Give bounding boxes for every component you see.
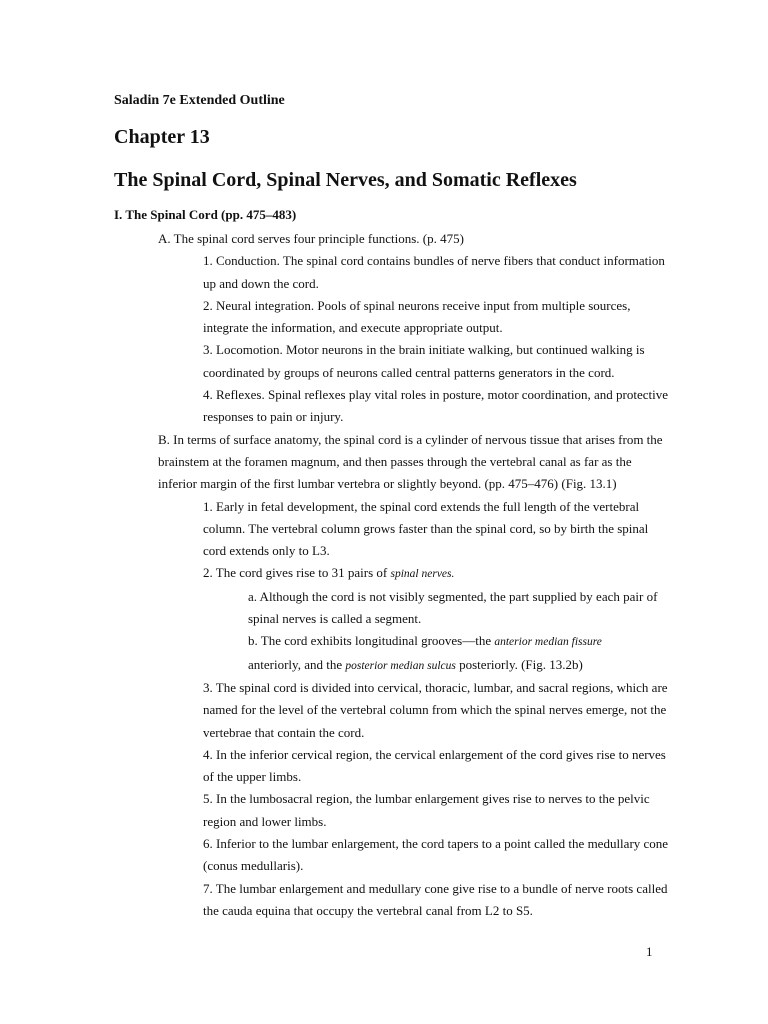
outline-line: 2. Neural integration. Pools of spinal neurons receive input from multiple sources, [203,297,631,313]
key-term: anterior median fissure [494,636,602,649]
outline-line: 3. Locomotion. Motor neurons in the brain initiate walking, but continued walking is [203,342,645,358]
outline-line: 6. Inferior to the lumbar enlargement, the cord tapers to a point called the medullary cone [203,836,669,852]
outline-line: integrate the information, and execute appropriate output. [203,320,503,336]
outline-line [0,562,768,585]
key-term: spinal nerves. [390,568,455,581]
outline-header: Saladin 7e Extended Outline [114,93,285,108]
outline-line: the cauda equina that occupy the vertebral canal from L2 to S5. [203,902,533,918]
outline-line: column. The vertebral column grows faster than the spinal cord, so by birth the spinal [203,520,649,536]
outline-line [0,630,768,653]
outline-line: B. In terms of surface anatomy, the spinal cord is a cylinder of nervous tissue that arises from the [158,431,663,447]
page-number: 1 [646,944,653,959]
outline-line: 4. Reflexes. Spinal reflexes play vital roles in posture, motor coordination, and protective [203,387,668,403]
outline-line: cord extends only to L3. [203,543,330,559]
outline-line: 4. In the inferior cervical region, the cervical enlargement of the cord gives rise to nerves [203,746,666,762]
outline-line: named for the level of the vertebral column from which the spinal nerves emerge, not the [203,702,667,718]
outline-line: 7. The lumbar enlargement and medullary cone give rise to a bundle of nerve roots called [203,880,668,896]
section-heading: I. The Spinal Cord (pp. 475–483) [114,207,297,222]
outline-body [0,228,768,922]
outline-line: region and lower limbs. [203,813,327,829]
outline-line: responses to pain or injury. [203,409,344,425]
outline-line: (conus medullaris). [203,858,304,874]
outline-line: 1. Conduction. The spinal cord contains bundles of nerve fibers that conduct information [203,253,665,269]
outline-line: of the upper limbs. [203,769,302,785]
outline-line: A. The spinal cord serves four principle functions. (p. 475) [158,231,464,246]
chapter-heading: Chapter 13 [114,126,210,148]
line-text: anteriorly, and the [248,656,346,672]
outline-line: up and down the cord. [203,275,319,291]
outline-line [0,654,768,677]
line-text: posteriorly. (Fig. 13.2b) [455,656,583,672]
outline-line: vertebrae that contain the cord. [203,724,365,740]
key-term: posterior median sulcus [345,659,456,672]
outline-line: spinal nerves is called a segment. [248,611,422,627]
line-text: 2. The cord gives rise to 31 pairs of [203,565,391,581]
line-text: b. The cord exhibits longitudinal grooves—the [248,633,495,649]
outline-line: coordinated by groups of neurons called central patterns generators in the cord. [203,364,615,380]
outline-line: inferior margin of the first lumbar vertebra or slightly beyond. (pp. 475–476) (Fig. 13.1) [158,476,617,492]
outline-line: brainstem at the foramen magnum, and then passes through the vertebral canal as far as the [158,453,632,469]
outline-line: a. Although the cord is not visibly segmented, the part supplied by each pair of [248,588,658,604]
outline-line: 5. In the lumbosacral region, the lumbar enlargement gives rise to nerves to the pelvic [203,791,650,807]
outline-line: 1. Early in fetal development, the spinal cord extends the full length of the vertebral [203,498,640,514]
chapter-title: The Spinal Cord, Spinal Nerves, and Somatic Reflexes [114,169,577,191]
outline-line: 3. The spinal cord is divided into cervical, thoracic, lumbar, and sacral regions, which are [203,679,668,695]
